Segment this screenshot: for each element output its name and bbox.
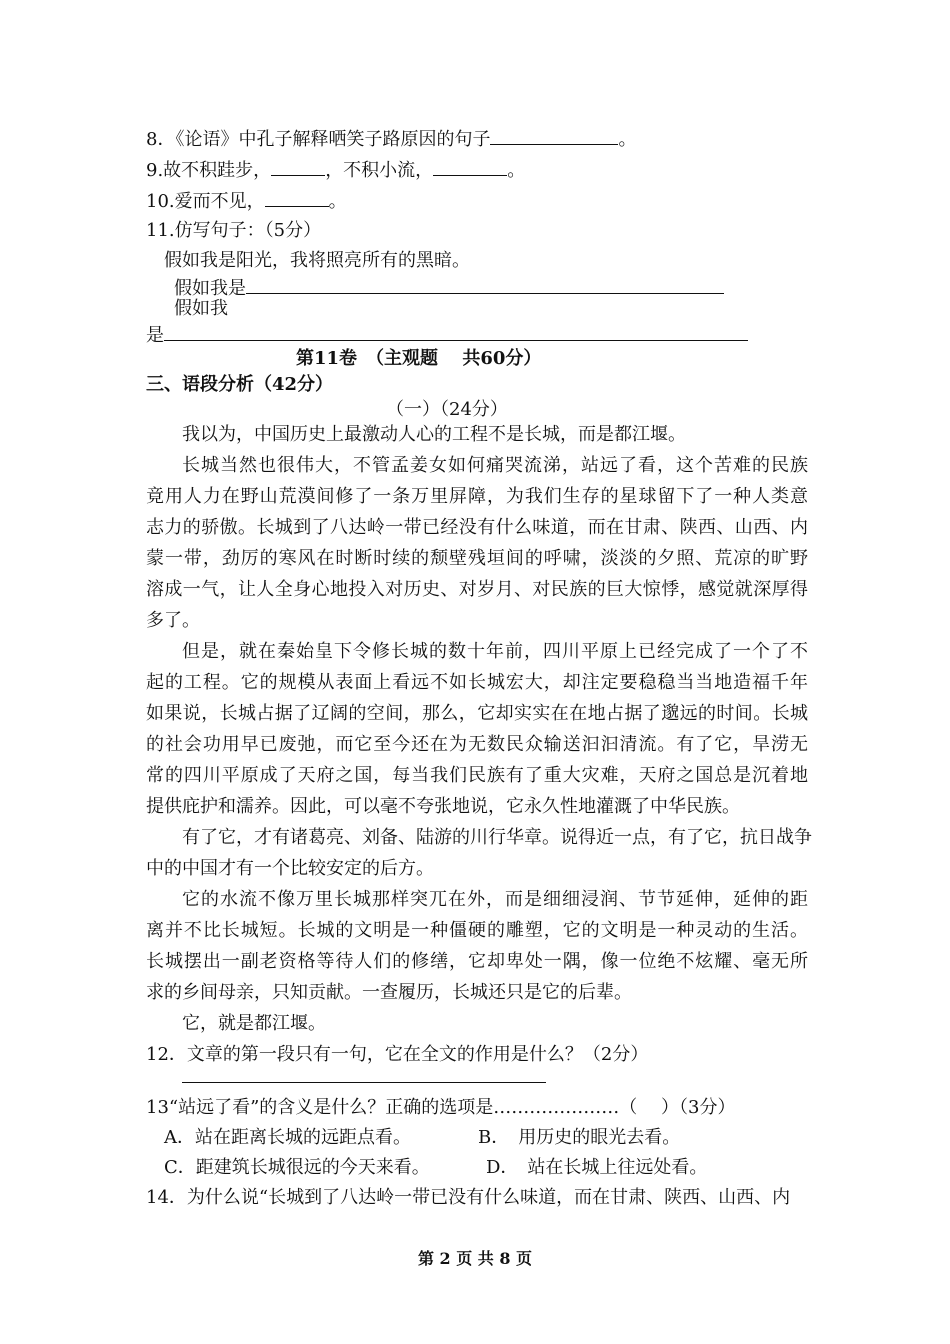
option-a[interactable]: A．站在距离长城的远距点看。 [164,1127,411,1148]
answer-blank[interactable] [246,275,724,294]
passage-line: 溶成一气，让人全身心地投入对历史、对岁月、对民族的巨大惊悸，感觉就深厚得 [146,579,808,600]
passage-line: 有了它，才有诸葛亮、刘备、陆游的川行华章。说得近一点，有了它，抗日战争 [182,827,812,848]
passage-line: 常的四川平原成了天府之国，每当我们民族有了重大灾难，天府之国总是沉着地 [146,765,808,786]
question-9-text-2: ，不积小流， [325,160,434,181]
passage-line: 如果说，长城占据了辽阔的空间，那么，它却实实在在地占据了邈远的时间。长城 [146,703,808,724]
passage-line: 它，就是都江堰。 [182,1013,326,1034]
passage-line: 求的乡间母亲，只知贡献。一查履历，长城还只是它的后辈。 [146,982,632,1003]
question-11-label: 11.仿写句子：（5分） [146,220,322,241]
question-8-text: 8．《论语》中孔子解释哂笑子路原因的句子 [146,129,491,150]
answer-blank[interactable] [490,126,618,145]
question-14: 14．为什么说“长城到了八达岭一带已没有什么味道，而在甘肃、陕西、山西、内 [146,1187,791,1208]
answer-blank[interactable] [271,157,325,176]
option-b[interactable]: B． 用历史的眼光去看。 [478,1127,681,1148]
passage-line: 长城当然也很伟大，不管孟姜女如何痛哭流涕，站远了看，这个苦难的民族 [182,455,808,476]
passage-line: 蒙一带，劲厉的寒风在时断时续的颓壁残垣间的呼啸，淡淡的夕照、荒凉的旷野 [146,548,808,569]
imitation-line-3 [146,322,748,348]
volume-title: 第11卷 （主观题 共60分） [296,348,542,369]
question-10-suffix: 。 [328,191,347,212]
answer-blank[interactable] [433,157,507,176]
imitation-line-2: 假如我 [174,298,228,319]
passage-line: 的社会功用早已废弛，而它至今还在为无数民众输送汩汩清流。有了它，旱涝无 [146,734,808,755]
passage-line: 它的水流不像万里长城那样突兀在外，而是细细浸润、节节延伸，延伸的距 [182,889,808,910]
imitation-line-1-prefix: 假如我是 [174,278,246,299]
option-c[interactable]: C．距建筑长城很远的今天来看。 [164,1157,430,1178]
question-9 [146,157,525,183]
answer-blank[interactable] [164,322,748,341]
question-10 [146,188,347,214]
answer-line[interactable] [182,1082,546,1083]
question-10-text: 10.爱而不见， [146,191,265,212]
section-title: 三、语段分析（42分） [146,374,334,395]
question-9-text: 9.故不积跬步， [146,160,272,181]
question-11-example: 假如我是阳光，我将照亮所有的黑暗。 [164,250,470,271]
imitation-line-1 [174,275,724,301]
passage-line: 我以为，中国历史上最激动人心的工程不是长城，而是都江堰。 [182,424,686,445]
question-12: 12．文章的第一段只有一句，它在全文的作用是什么？（2分） [146,1044,649,1065]
passage-line: 长城摆出一副老资格等待人们的修缮，它却卑处一隅，像一位绝不炫耀、毫无所 [146,951,808,972]
passage-line: 但是，就在秦始皇下令修长城的数十年前，四川平原上已经完成了一个了不 [182,641,808,662]
question-9-suffix: 。 [507,160,526,181]
passage-line: 多了。 [146,610,200,631]
passage-line: 起的工程。它的规模从表面上看远不如长城宏大，却注定要稳稳当当地造福千年 [146,672,808,693]
passage-line: 提供庇护和濡养。因此，可以毫不夸张地说，它永久性地灌溉了中华民族。 [146,796,740,817]
passage-line: 离并不比长城短。长城的文明是一种僵硬的雕塑，它的文明是一种灵动的生活。 [146,920,808,941]
answer-blank[interactable] [265,188,329,207]
passage-line: 中的中国才有一个比较安定的后方。 [146,858,434,879]
page-number: 第 2 页 共 8 页 [417,1249,533,1268]
imitation-line-3-prefix: 是 [146,325,164,346]
passage-line: 志力的骄傲。长城到了八达岭一带已经没有什么味道，而在甘肃、陕西、山西、内 [146,517,808,538]
question-8-suffix: 。 [618,129,637,150]
question-13: 13“站远了看”的含义是什么？正确的选项是…………………（ ）（3分） [146,1097,736,1118]
passage-line: 竟用人力在野山荒漠间修了一条万里屏障，为我们生存的星球留下了一种人类意 [146,486,808,507]
question-8 [146,126,636,152]
passage-subtitle: （一）（24分） [386,399,508,420]
option-d[interactable]: D． 站在长城上往远处看。 [486,1157,708,1178]
